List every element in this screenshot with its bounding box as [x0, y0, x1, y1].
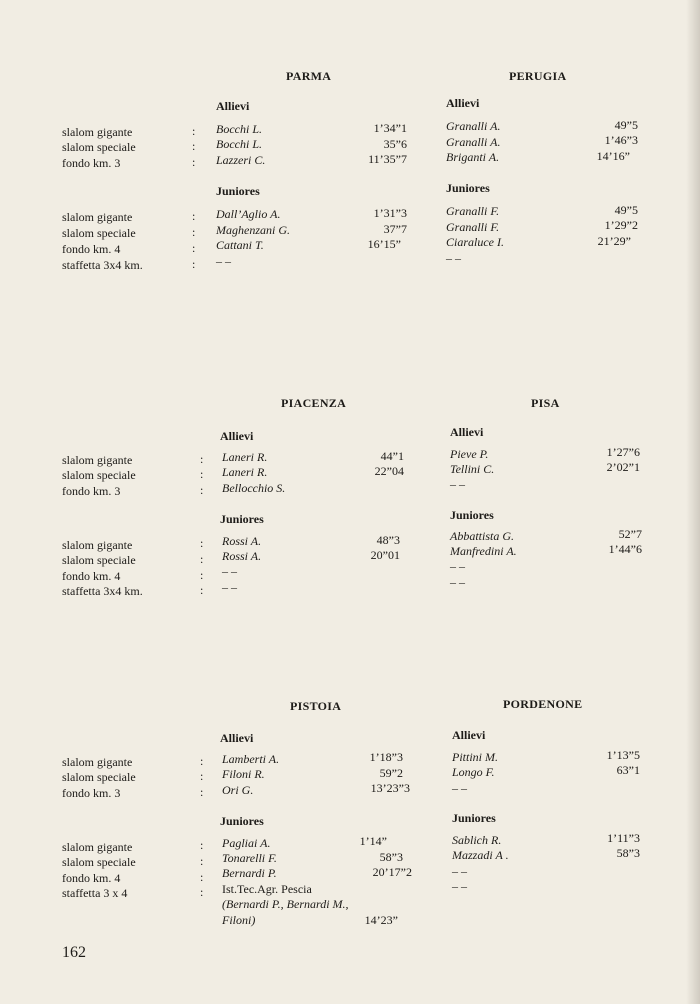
event-label: slalom speciale: [62, 226, 136, 240]
athlete-name: Bellocchio S.: [222, 481, 286, 495]
athlete-name: Briganti A.: [446, 150, 500, 164]
colon-separator: :: [200, 483, 204, 497]
city-heading: PARMA: [286, 69, 332, 83]
colon-separator: :: [200, 769, 204, 783]
category-label: Juniores: [450, 508, 494, 522]
athlete-name: Tonarelli F.: [222, 851, 277, 865]
result-time: 49”5: [614, 118, 638, 132]
colon-separator: :: [200, 452, 204, 466]
result-time: 58”3: [379, 850, 403, 864]
athlete-name: Abbattista G.: [450, 529, 515, 543]
athlete-name: Lazzeri C.: [216, 153, 266, 167]
result-time: 1’18”3: [369, 750, 403, 764]
event-label: slalom speciale: [62, 468, 136, 482]
colon-separator: :: [200, 536, 204, 550]
result-time: 59”2: [379, 766, 403, 780]
athlete-name: Granalli F.: [446, 220, 500, 234]
athlete-name: Bernardi P.: [222, 866, 277, 880]
athlete-name: Laneri R.: [222, 450, 268, 464]
result-time: 37”7: [383, 222, 407, 236]
event-label: staffetta 3x4 km.: [62, 584, 143, 598]
result-time: 49”5: [614, 203, 638, 217]
athlete-name: – –: [222, 580, 237, 594]
city-heading: PIACENZA: [281, 396, 347, 410]
category-label: Allievi: [220, 731, 254, 745]
athlete-name: Filoni R.: [222, 767, 265, 781]
event-label: fondo km. 3: [62, 484, 121, 498]
colon-separator: :: [192, 225, 196, 239]
athlete-name: Laneri R.: [222, 465, 268, 479]
event-label: slalom speciale: [62, 140, 136, 154]
category-label: Juniores: [216, 184, 260, 198]
event-label: slalom speciale: [62, 855, 136, 869]
result-time: 21’29”: [597, 234, 631, 248]
event-label: fondo km. 4: [62, 871, 121, 885]
athlete-name: Cattani T.: [216, 238, 264, 252]
athlete-name: – –: [450, 477, 465, 491]
relay-team-members: Filoni): [222, 913, 256, 927]
colon-separator: :: [192, 139, 196, 153]
category-label: Juniores: [220, 814, 264, 828]
city-heading: PERUGIA: [509, 69, 567, 83]
event-label: fondo km. 4: [62, 242, 121, 256]
colon-separator: :: [200, 838, 204, 852]
city-heading: PORDENONE: [503, 697, 583, 711]
event-label: staffetta 3 x 4: [62, 886, 128, 900]
colon-separator: :: [200, 885, 204, 899]
result-time: 44”1: [380, 449, 404, 463]
relay-team-members: (Bernardi P., Bernardi M.,: [222, 897, 349, 911]
athlete-name: Rossi A.: [222, 534, 262, 548]
event-label: slalom gigante: [62, 210, 133, 224]
colon-separator: :: [200, 583, 204, 597]
athlete-name: Pagliai A.: [222, 836, 271, 850]
colon-separator: :: [192, 155, 196, 169]
athlete-name: Granalli A.: [446, 135, 501, 149]
colon-separator: :: [192, 241, 196, 255]
result-time: 63”1: [616, 763, 640, 777]
athlete-name: Bocchi L.: [216, 122, 262, 136]
result-time: 48”3: [376, 533, 400, 547]
result-time: 58”3: [616, 846, 640, 860]
result-time: 1’14”: [359, 834, 387, 848]
result-time: 1’44”6: [608, 542, 642, 556]
result-time: 13’23”3: [370, 781, 410, 795]
event-label: fondo km. 3: [62, 156, 121, 170]
athlete-name: Pieve P.: [450, 447, 489, 461]
city-heading: PISTOIA: [290, 699, 342, 713]
athlete-name: – –: [450, 575, 465, 589]
result-time: 2’02”1: [606, 460, 640, 474]
athlete-name: Ciaraluce I.: [446, 235, 504, 249]
category-label: Allievi: [220, 429, 254, 443]
result-time: 16’15”: [367, 237, 401, 251]
result-time: 35”6: [383, 137, 407, 151]
page-number: 162: [62, 944, 86, 961]
result-time: 20’17”2: [372, 865, 412, 879]
result-time: 1’11”3: [607, 831, 640, 845]
athlete-name: Pittini M.: [452, 750, 498, 764]
athlete-name: Dall’Aglio A.: [216, 207, 281, 221]
result-time: 1’13”5: [606, 748, 640, 762]
athlete-name: – –: [222, 564, 237, 578]
result-time: 52”7: [618, 527, 642, 541]
colon-separator: :: [200, 870, 204, 884]
category-label: Juniores: [220, 512, 264, 526]
colon-separator: :: [192, 257, 196, 271]
athlete-name: Granalli A.: [446, 119, 501, 133]
relay-team-name: Ist.Tec.Agr. Pescia: [222, 882, 312, 896]
result-time: 1’29”2: [604, 218, 638, 232]
result-time: 1’46”3: [604, 133, 638, 147]
athlete-name: – –: [452, 879, 467, 893]
athlete-name: – –: [446, 251, 461, 265]
athlete-name: Tellini C.: [450, 462, 495, 476]
event-label: slalom gigante: [62, 840, 133, 854]
athlete-name: – –: [452, 864, 467, 878]
category-label: Allievi: [216, 99, 250, 113]
athlete-name: Ori G.: [222, 783, 254, 797]
category-label: Juniores: [452, 811, 496, 825]
colon-separator: :: [200, 568, 204, 582]
athlete-name: – –: [450, 559, 465, 573]
athlete-name: – –: [452, 781, 467, 795]
result-time: 1’31”3: [373, 206, 407, 220]
athlete-name: Longo F.: [452, 765, 495, 779]
event-label: slalom gigante: [62, 755, 133, 769]
event-label: slalom gigante: [62, 538, 133, 552]
athlete-name: Bocchi L.: [216, 137, 262, 151]
athlete-name: Sablich R.: [452, 833, 502, 847]
athlete-name: Manfredini A.: [450, 544, 517, 558]
colon-separator: :: [200, 785, 204, 799]
colon-separator: :: [192, 124, 196, 138]
colon-separator: :: [192, 209, 196, 223]
event-label: fondo km. 4: [62, 569, 121, 583]
event-label: slalom speciale: [62, 553, 136, 567]
colon-separator: :: [200, 854, 204, 868]
colon-separator: :: [200, 754, 204, 768]
result-time: 1’34”1: [373, 121, 407, 135]
result-time: 11’35”7: [368, 152, 407, 166]
colon-separator: :: [200, 467, 204, 481]
result-time: 22”04: [374, 464, 404, 478]
category-label: Allievi: [446, 96, 480, 110]
athlete-name: Lamberti A.: [222, 752, 280, 766]
result-time: 14’16”: [596, 149, 630, 163]
event-label: staffetta 3x4 km.: [62, 258, 143, 272]
colon-separator: :: [200, 552, 204, 566]
result-time: 1’27”6: [606, 445, 640, 459]
event-label: fondo km. 3: [62, 786, 121, 800]
relay-time: 14’23”: [364, 913, 398, 927]
result-time: 20”01: [370, 548, 400, 562]
page-edge-shadow: [686, 0, 700, 1004]
event-label: slalom gigante: [62, 453, 133, 467]
category-label: Juniores: [446, 181, 490, 195]
event-label: slalom speciale: [62, 770, 136, 784]
category-label: Allievi: [450, 425, 484, 439]
athlete-name: Rossi A.: [222, 549, 262, 563]
athlete-name: – –: [216, 254, 231, 268]
city-heading: PISA: [531, 396, 560, 410]
athlete-name: Granalli F.: [446, 204, 500, 218]
athlete-name: Mazzadi A .: [452, 848, 509, 862]
athlete-name: Maghenzani G.: [216, 223, 290, 237]
category-label: Allievi: [452, 728, 486, 742]
event-label: slalom gigante: [62, 125, 133, 139]
